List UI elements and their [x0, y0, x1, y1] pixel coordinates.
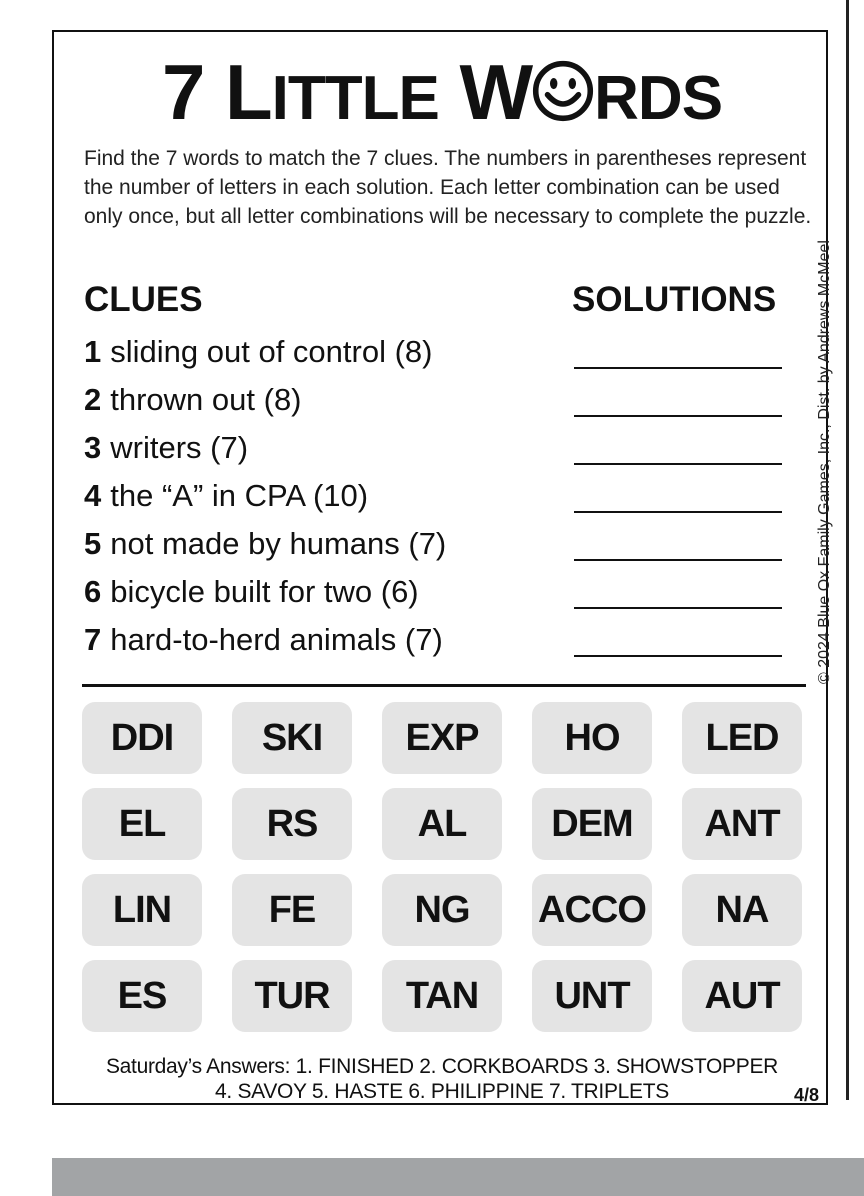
letter-tile[interactable]: ACCO [532, 874, 652, 946]
puzzle-panel [52, 30, 833, 1105]
previous-answers-line-1: Saturday’s Answers: 1. FINISHED 2. CORKBOARDS 3. SHOWSTOPPER [105, 1055, 779, 1078]
solution-blank-5[interactable] [574, 559, 782, 561]
puzzle-title [54, 48, 830, 139]
letter-tile[interactable]: EL [82, 788, 202, 860]
letter-tile[interactable]: LED [682, 702, 802, 774]
solution-blank-1[interactable] [574, 367, 782, 369]
letter-tile[interactable]: EXP [382, 702, 502, 774]
clue-7: 7 hard-to-herd animals (7) [84, 622, 443, 657]
letter-tile[interactable]: ANT [682, 788, 802, 860]
letter-tile[interactable]: DDI [82, 702, 202, 774]
solution-blank-7[interactable] [574, 655, 782, 657]
solution-blank-6[interactable] [574, 607, 782, 609]
letter-tile[interactable]: FE [232, 874, 352, 946]
clues-header: CLUES [84, 280, 203, 319]
letter-tile[interactable]: UNT [532, 960, 652, 1032]
solution-blank-3[interactable] [574, 463, 782, 465]
letter-tile[interactable]: LIN [82, 874, 202, 946]
clue-1: 1 sliding out of control (8) [84, 334, 433, 369]
smiley-face-icon [532, 55, 594, 117]
clue-3: 3 writers (7) [84, 430, 249, 465]
letter-tile[interactable]: SKI [232, 702, 352, 774]
letter-tile[interactable]: NA [682, 874, 802, 946]
previous-answers-line-2: 4. SAVOY 5. HASTE 6. PHILIPPINE 7. TRIPLETS [215, 1080, 669, 1103]
divider-rule [82, 684, 806, 687]
letter-tile[interactable]: AL [382, 788, 502, 860]
letter-tile[interactable]: TUR [232, 960, 352, 1032]
copyright-notice: © 2024 Blue Ox Family Games, Inc., Dist. by Andrews McMeel [816, 240, 833, 684]
letter-tile[interactable]: ES [82, 960, 202, 1032]
solution-blank-2[interactable] [574, 415, 782, 417]
puzzle-date: 4/8 [794, 1085, 820, 1105]
clue-4: 4 the “A” in CPA (10) [84, 478, 369, 513]
clue-6: 6 bicycle built for two (6) [84, 574, 419, 609]
letter-tile[interactable]: HO [532, 702, 652, 774]
letter-tile[interactable]: RS [232, 788, 352, 860]
clue-5: 5 not made by humans (7) [84, 526, 447, 561]
solutions-header: SOLUTIONS [572, 280, 777, 319]
title-word-words: W RDS [459, 48, 723, 136]
solution-blank-4[interactable] [574, 511, 782, 513]
instructions-text: Find the 7 words to match the 7 clues. The numbers in parentheses represent the number of letters in each solution. Each letter combination can be used only once, but all letter combinations will be necessary to complete the puzzle. [84, 147, 812, 228]
letter-tile[interactable]: NG [382, 874, 502, 946]
page-edge-line [846, 0, 849, 1100]
clue-2: 2 thrown out (8) [84, 382, 302, 417]
letter-tile[interactable]: DEM [532, 788, 652, 860]
title-number: 7 [161, 48, 205, 136]
bottom-bar [52, 1158, 864, 1196]
title-word-little: LITTLE [225, 48, 439, 136]
letter-tile[interactable]: AUT [682, 960, 802, 1032]
letter-tile[interactable]: TAN [382, 960, 502, 1032]
previous-answers [52, 1054, 832, 1104]
